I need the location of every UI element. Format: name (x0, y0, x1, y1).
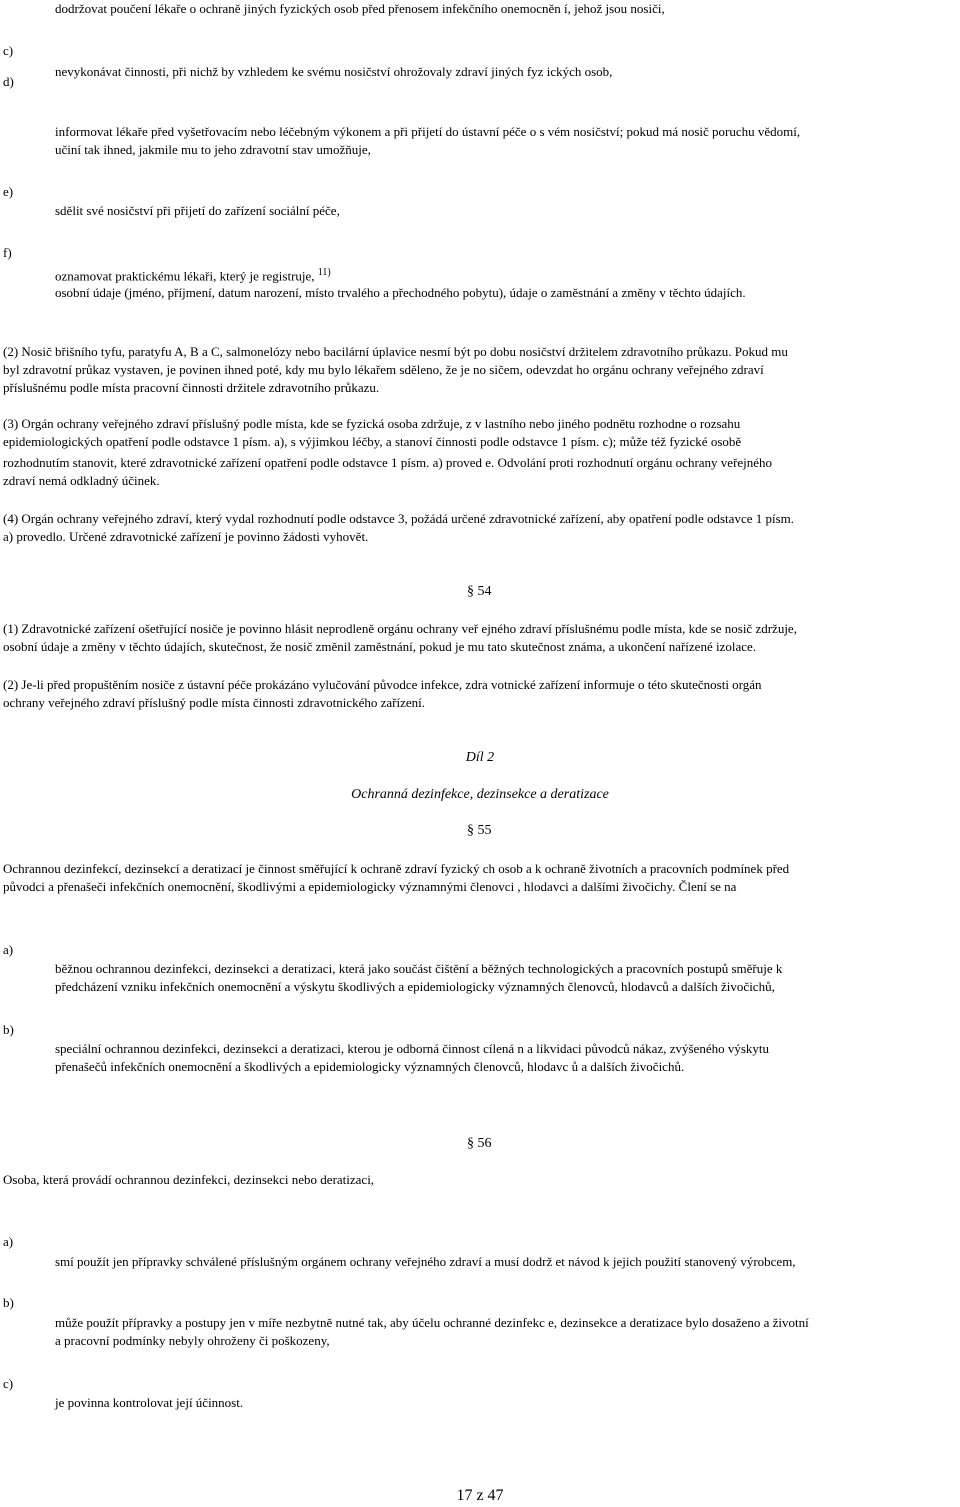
part-subtitle: Ochranná dezinfekce, dezinsekce a deratizace (351, 787, 609, 802)
s56-label-c: c) (3, 1376, 14, 1391)
s54-p2-line2: ochrany veřejného zdraví příslušný podle místa činnosti zdravotnického zařízení. (3, 695, 425, 710)
list-label-e: e) (3, 184, 14, 199)
s55-label-a: a) (3, 942, 14, 957)
list-label-f: f) (3, 245, 12, 260)
s55-intro-line2: původci a přenašeči infekčních onemocnění, škodlivými a epidemiologicky významnými členovci , hlodavci a dalšími živočichy. Člení se na (3, 879, 737, 894)
s56-intro: Osoba, která provádí ochrannou dezinfekci, dezinsekci nebo deratizaci, (3, 1172, 375, 1187)
list-item-f-text: oznamovat praktickému lékaři, který je registruje, (55, 268, 315, 284)
list-item-d-line2: učiní tak ihned, jakmile mu to jeho zdravotní stav umožňuje, (55, 142, 371, 157)
s55-label-b: b) (3, 1022, 14, 1037)
section-56-heading: § 56 (467, 1136, 492, 1151)
s54-p1-line2: osobní údaje a změny v těchto údajích, skutečnost, že nosič změnil zaměstnání, pokud je mu tato skutečnost známa, a ukončení nařízené izolace. (3, 639, 757, 654)
s56-b-line2: a pracovní podmínky nebyly ohroženy či poškozeny, (55, 1333, 330, 1348)
s56-b-line1: může použít přípravky a postupy jen v míře nezbytně nutné tak, aby účelu ochranné dezinfekc e, dezinsekce a deratizace bylo dosaženo a životní (55, 1315, 809, 1330)
list-item-c: nevykonávat činnosti, při nichž by vzhledem ke svému nosičství ohrožovaly zdraví jiných fyz ických osob, (55, 64, 613, 79)
list-item-lead: dodržovat poučení lékaře o ochraně jiných fyzických osob před přenosem infekčního onemocněn í, jehož jsou nosiči, (55, 1, 665, 16)
list-item-e: sdělit své nosičství při přijetí do zařízení sociální péče, (55, 203, 340, 218)
s56-c-text: je povinna kontrolovat její účinnost. (55, 1395, 244, 1410)
para3-line2: epidemiologických opatření podle odstavce 1 písm. a), s výjimkou léčby, a stanoví činnosti podle odstavce 1 písm. c); může též fyzické osobě (3, 434, 742, 449)
list-item-f-line2: osobní údaje (jméno, příjmení, datum narození, místo trvalého a přechodného pobytu), údaje o zaměstnání a změny v těchto údajích. (55, 285, 746, 300)
page-number: 17 z 47 (456, 1487, 504, 1504)
footnote-ref: 11) (317, 267, 331, 278)
section-sign: § (467, 584, 474, 599)
section-54-heading: § 54 (467, 584, 492, 599)
s55-a-line2: předcházení vzniku infekčních onemocnění a výskytu škodlivých a epidemiologicky významných členovců, hlodavců a dalších živočichů, (55, 979, 775, 994)
s55-a-line1: běžnou ochrannou dezinfekci, dezinsekci a deratizaci, která jako součást čištění a běžných technologických a pracovních postupů směřuje k (55, 961, 783, 976)
s54-p1-line1: (1) Zdravotnické zařízení ošetřující nosiče je povinno hlásit neprodleně orgánu ochrany veř ejného zdraví příslušnému podle místa, kde se nosič zdržuje, (3, 621, 797, 636)
para3-line4: zdraví nemá odkladný účinek. (3, 473, 160, 488)
section-sign: § (467, 823, 474, 838)
part-title: Díl 2 (465, 750, 495, 765)
para2-line1: (2) Nosič břišního tyfu, paratyfu A, B a C, salmonelózy nebo bacilární úplavice nesmí být po dobu nosičství držitelem zdravotního průkazu. Pokud mu (3, 344, 788, 359)
list-item-d-line1: informovat lékaře před vyšetřovacím nebo léčebným výkonem a při přijetí do ústavní péče o s vém nosičství; pokud má nosič poruchu vědomí, (55, 124, 801, 139)
list-label-d: d) (3, 74, 14, 89)
s56-label-b: b) (3, 1295, 14, 1310)
list-label-c: c) (3, 43, 14, 58)
para3-line3: rozhodnutím stanovit, které zdravotnické zařízení opatření podle odstavce 1 písm. a) proved e. Odvolání proti rozhodnutí orgánu ochrany veřejného (3, 455, 773, 470)
s55-b-line1: speciální ochrannou dezinfekci, dezinsekci a deratizaci, kterou je odborná činnost cílená n a likvidaci původců nákaz, zvýšeného výskytu (55, 1041, 770, 1056)
para3-line1: (3) Orgán ochrany veřejného zdraví příslušný podle místa, kde se fyzická osoba zdržuje, z v lastního nebo jiného podnětu rozhodne o rozsahu (3, 416, 741, 431)
s55-intro-line1: Ochrannou dezinfekcí, dezinsekcí a deratizací je činnost směřující k ochraně zdraví fyzický ch osob a k ochraně životních a pracovních podmínek před (3, 861, 790, 876)
para2-line3: příslušnému podle místa pracovní činnosti držitele zdravotního průkazu. (3, 380, 380, 395)
section-55-heading: § 55 (467, 823, 492, 838)
s54-p2-line1: (2) Je-li před propuštěním nosiče z ústavní péče prokázáno vylučování původce infekce, zdra votnické zařízení informuje o této skutečnosti orgán (3, 677, 762, 692)
section-sign: § (467, 1136, 474, 1151)
s55-b-line2: přenašečů infekčních onemocnění a škodlivých a epidemiologicky významných členovců, hlodavc ů a dalších živočichů. (55, 1059, 685, 1074)
para2-line2: byl zdravotní průkaz vystaven, je povinen ihned poté, kdy mu bylo lékařem sděleno, že je no sičem, odevzdat ho orgánu ochrany veřejného zdraví (3, 362, 764, 377)
s56-label-a: a) (3, 1234, 14, 1249)
list-item-f-line1 (55, 264, 958, 285)
para4-line2: a) provedlo. Určené zdravotnické zařízení je povinno žádosti vyhovět. (3, 529, 369, 544)
s56-a-text: smí použít jen přípravky schválené příslušným orgánem ochrany veřejného zdraví a musí dodrž et návod k jejich použití stanovený výrobcem, (55, 1254, 796, 1269)
para4-line1: (4) Orgán ochrany veřejného zdraví, který vydal rozhodnutí podle odstavce 3, požádá určené zdravotnické zařízení, aby opatření podle odstavce 1 písm. (3, 511, 795, 526)
